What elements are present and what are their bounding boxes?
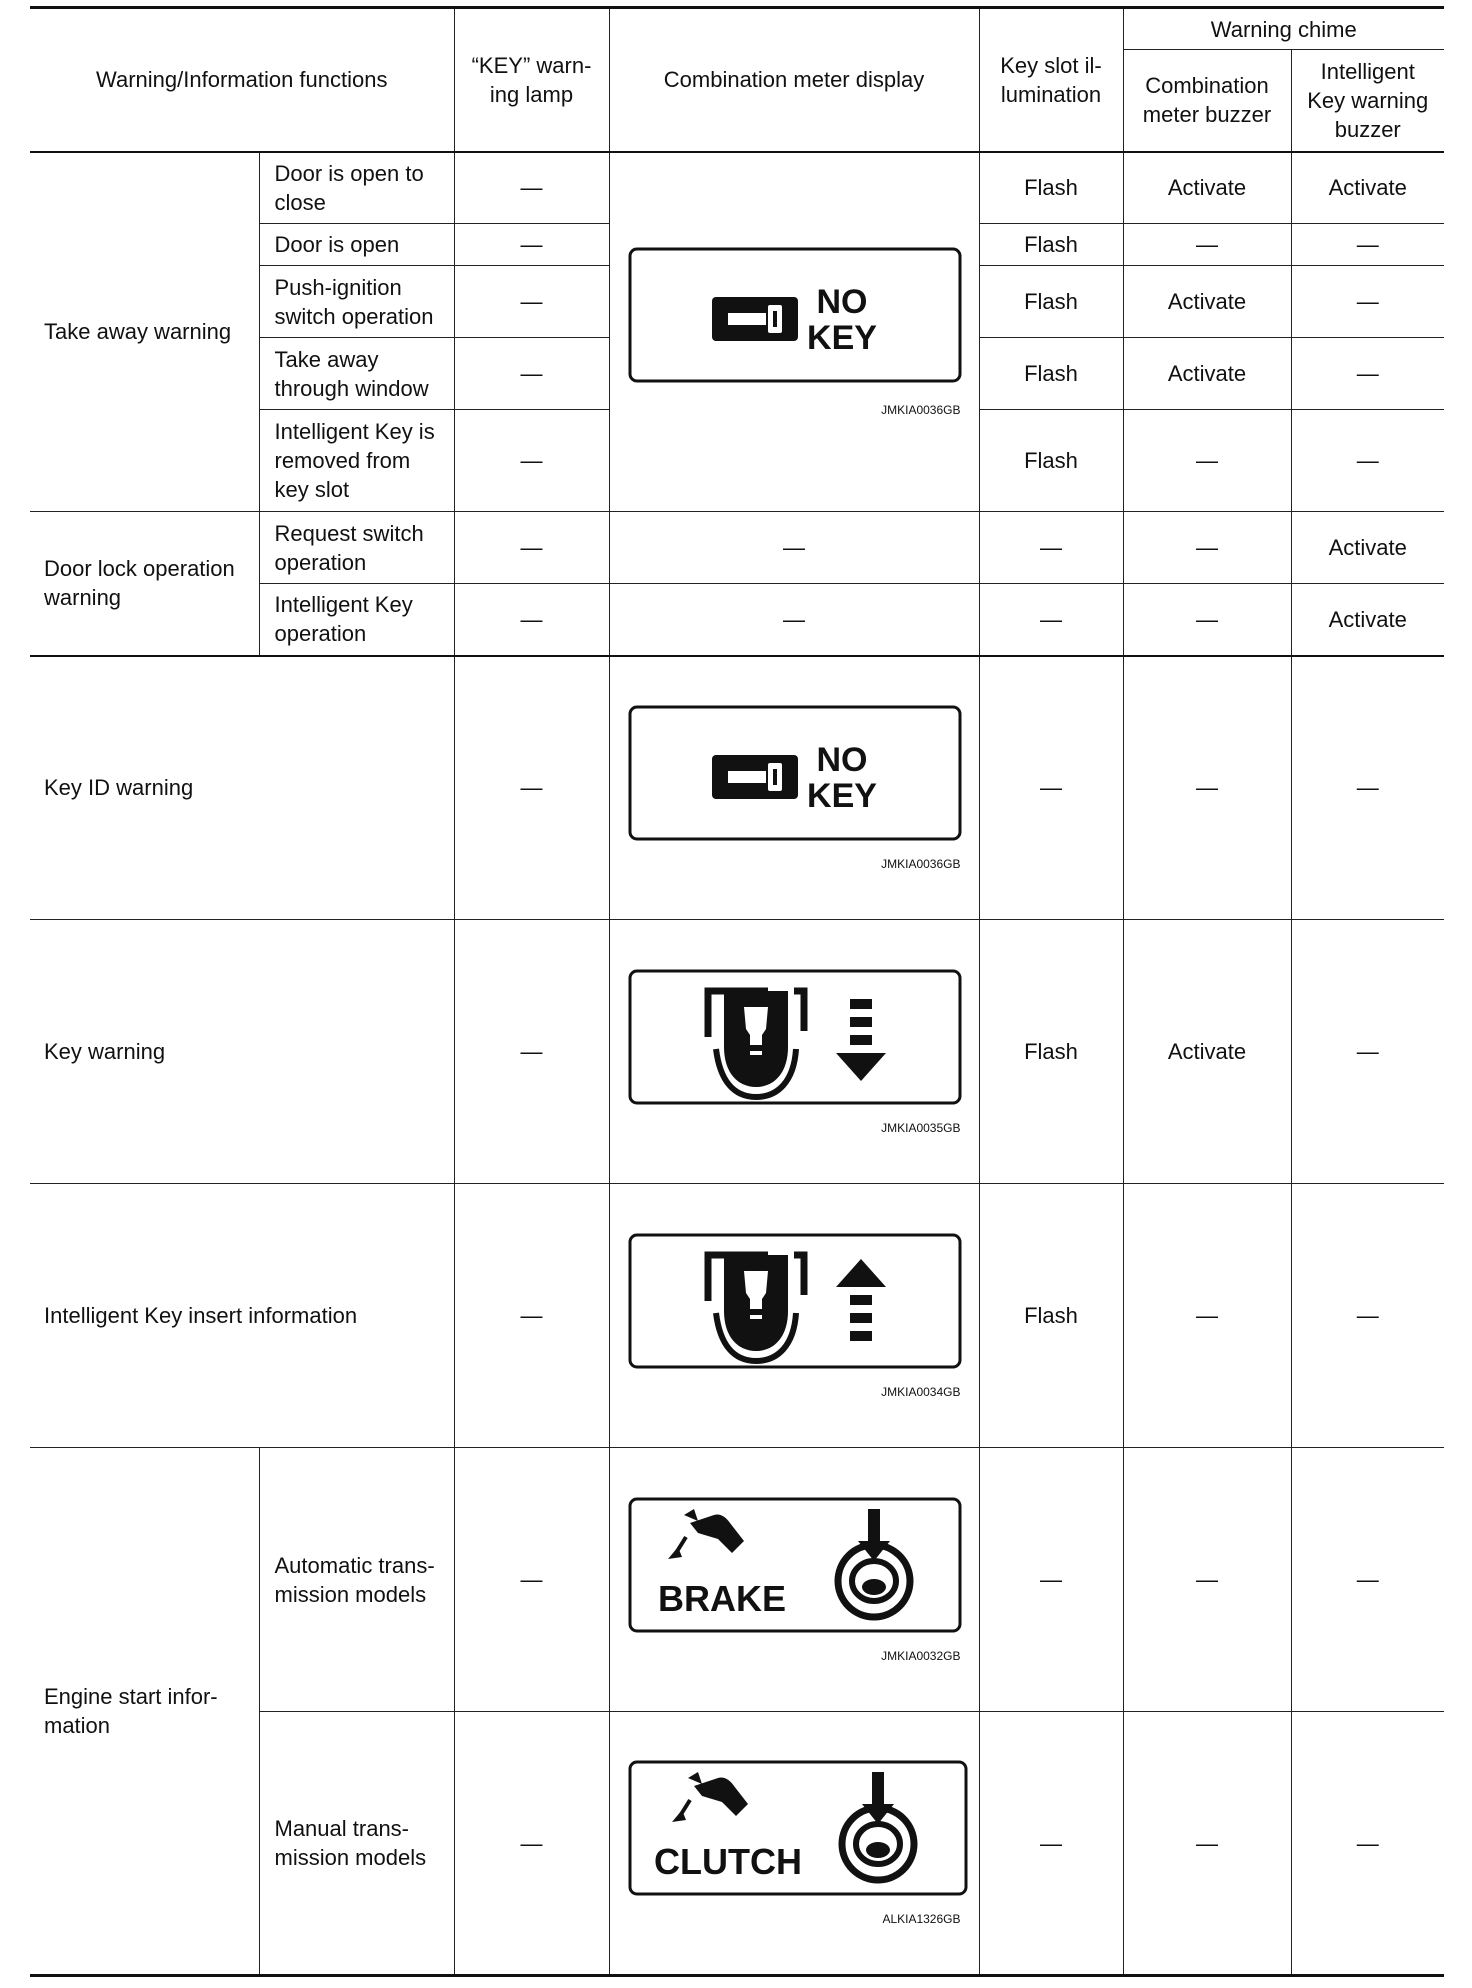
header-key-lamp: “KEY” warn-ing lamp <box>454 8 609 152</box>
key-warning-display <box>609 920 979 1184</box>
key-text: KEY <box>806 318 877 357</box>
key-text: KEY <box>806 776 877 815</box>
display-cell: — <box>609 584 979 656</box>
lamp-cell: — <box>454 224 609 266</box>
ikey-buzzer-cell: Activate <box>1291 152 1444 224</box>
ikey-buzzer-cell: Activate <box>1291 584 1444 656</box>
table-row <box>30 656 1444 920</box>
slot-cell: — <box>979 512 1123 584</box>
no-key-display-icon <box>628 247 962 383</box>
ikey-buzzer-cell: — <box>1291 1712 1444 1976</box>
brake-display <box>609 1448 979 1712</box>
lamp-cell: — <box>454 920 609 1184</box>
clutch-text: CLUTCH <box>653 1841 802 1882</box>
table-row <box>30 152 1444 224</box>
slot-cell: Flash <box>979 410 1123 512</box>
take-away-display <box>609 152 979 512</box>
no-text: NO <box>816 282 867 321</box>
ikey-buzzer-cell: — <box>1291 1184 1444 1448</box>
row-sub-label: Manual trans-mission models <box>259 1712 454 1976</box>
header-ikey-buzzer: Intelligent Key warning buzzer <box>1291 50 1444 152</box>
header-functions: Warning/Information functions <box>30 8 454 152</box>
slot-cell: — <box>979 1448 1123 1712</box>
meter-buzzer-cell: Activate <box>1123 920 1291 1184</box>
header-row-1 <box>30 8 1444 50</box>
meter-buzzer-cell: — <box>1123 656 1291 920</box>
lamp-cell: — <box>454 1448 609 1712</box>
row-sub-label: Request switch operation <box>259 512 454 584</box>
slot-cell: Flash <box>979 338 1123 410</box>
key-warning-label: Key warning <box>30 920 454 1184</box>
lamp-cell: — <box>454 584 609 656</box>
slot-cell: — <box>979 584 1123 656</box>
ikey-buzzer-cell: — <box>1291 1448 1444 1712</box>
lamp-cell: — <box>454 1184 609 1448</box>
table-row <box>30 920 1444 1184</box>
no-key-display-icon <box>628 705 962 841</box>
slot-cell: Flash <box>979 224 1123 266</box>
lamp-cell: — <box>454 410 609 512</box>
row-sub-label: Intelligent Key is removed from key slot <box>259 410 454 512</box>
slot-cell: Flash <box>979 920 1123 1184</box>
slot-cell: — <box>979 1712 1123 1976</box>
slot-cell: Flash <box>979 152 1123 224</box>
ikey-insert-label: Intelligent Key insert information <box>30 1184 454 1448</box>
meter-buzzer-cell: Activate <box>1123 152 1291 224</box>
key-slot-insert-icon <box>628 1233 962 1369</box>
meter-buzzer-cell: — <box>1123 224 1291 266</box>
header-key-slot: Key slot il-lumination <box>979 8 1123 152</box>
clutch-display <box>609 1712 979 1976</box>
meter-buzzer-cell: Activate <box>1123 338 1291 410</box>
warning-functions-table <box>30 6 1444 1977</box>
display-cell: — <box>609 512 979 584</box>
row-sub-label: Intelligent Key operation <box>259 584 454 656</box>
row-sub-label: Door is open to close <box>259 152 454 224</box>
brake-pedal-push-button-icon <box>628 1497 962 1633</box>
meter-buzzer-cell: — <box>1123 1184 1291 1448</box>
ikey-insert-display <box>609 1184 979 1448</box>
ikey-buzzer-cell: — <box>1291 920 1444 1184</box>
figure-code: JMKIA0035GB <box>881 1120 961 1135</box>
figure-code: ALKIA1326GB <box>882 1912 961 1926</box>
figure-code: JMKIA0036GB <box>881 856 961 871</box>
ikey-buzzer-cell: — <box>1291 656 1444 920</box>
lamp-cell: — <box>454 656 609 920</box>
meter-buzzer-cell: — <box>1123 410 1291 512</box>
table-row <box>30 1448 1444 1712</box>
take-away-label: Take away warning <box>30 152 259 512</box>
ikey-buzzer-cell: — <box>1291 410 1444 512</box>
table-row <box>30 512 1444 584</box>
key-id-display <box>609 656 979 920</box>
lamp-cell: — <box>454 1712 609 1976</box>
meter-buzzer-cell: — <box>1123 512 1291 584</box>
lamp-cell: — <box>454 266 609 338</box>
header-meter-display: Combination meter display <box>609 8 979 152</box>
header-warning-chime: Warning chime <box>1123 8 1444 50</box>
slot-cell: Flash <box>979 1184 1123 1448</box>
figure-code: JMKIA0032GB <box>881 1648 961 1663</box>
row-sub-label: Automatic trans-mission models <box>259 1448 454 1712</box>
slot-cell: — <box>979 656 1123 920</box>
row-sub-label: Door is open <box>259 224 454 266</box>
door-lock-label: Door lock operation warning <box>30 512 259 656</box>
ikey-buzzer-cell: — <box>1291 224 1444 266</box>
figure-code: JMKIA0034GB <box>881 1384 961 1399</box>
row-sub-label: Push-ignition switch operation <box>259 266 454 338</box>
meter-buzzer-cell: Activate <box>1123 266 1291 338</box>
lamp-cell: — <box>454 338 609 410</box>
table-row <box>30 1184 1444 1448</box>
slot-cell: Flash <box>979 266 1123 338</box>
clutch-pedal-push-button-icon <box>628 1760 968 1896</box>
key-id-label: Key ID warning <box>30 656 454 920</box>
engine-start-label: Engine start infor-mation <box>30 1448 259 1976</box>
ikey-buzzer-cell: Activate <box>1291 512 1444 584</box>
figure-code: JMKIA0036GB <box>881 402 961 417</box>
row-sub-label: Take away through window <box>259 338 454 410</box>
lamp-cell: — <box>454 152 609 224</box>
lamp-cell: — <box>454 512 609 584</box>
key-slot-remove-icon <box>628 969 962 1105</box>
header-meter-buzzer: Combination meter buzzer <box>1123 50 1291 152</box>
meter-buzzer-cell: — <box>1123 1448 1291 1712</box>
brake-text: BRAKE <box>657 1577 786 1619</box>
meter-buzzer-cell: — <box>1123 584 1291 656</box>
no-text: NO <box>816 740 867 779</box>
ikey-buzzer-cell: — <box>1291 338 1444 410</box>
ikey-buzzer-cell: — <box>1291 266 1444 338</box>
warning-functions-table-sheet <box>30 6 1444 1977</box>
meter-buzzer-cell: — <box>1123 1712 1291 1976</box>
